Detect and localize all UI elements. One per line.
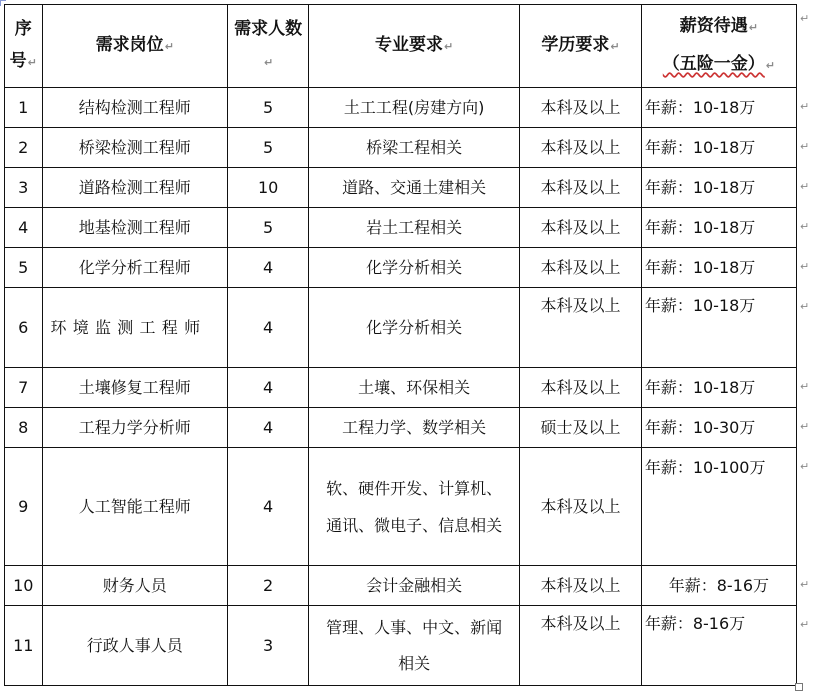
cell-seq: 5 [5, 248, 43, 288]
cell-education: 硕士及以上 [520, 408, 642, 448]
cell-count: 4 [228, 248, 309, 288]
cell-major: 土工工程(房建方向) [309, 88, 520, 128]
recruitment-table [4, 4, 797, 686]
cell-count: 5 [228, 208, 309, 248]
cell-seq: 10 [5, 566, 43, 606]
cell-salary: 年薪：8-16万 [641, 606, 796, 686]
cell-education: 本科及以上 [520, 88, 642, 128]
header-major: 专业要求↵ [309, 5, 520, 88]
cell-position: 环境监测工程师 [42, 288, 228, 368]
table-row [5, 168, 797, 208]
cell-seq: 4 [5, 208, 43, 248]
table-row [5, 248, 797, 288]
cell-education: 本科及以上 [520, 606, 642, 686]
table-resize-handle[interactable] [795, 683, 803, 691]
cell-salary: 年薪：10-100万 [641, 448, 796, 566]
cell-salary: 年薪：10-18万 [641, 88, 796, 128]
cell-education: 本科及以上 [520, 448, 642, 566]
header-row [5, 5, 797, 88]
cell-major: 化学分析相关 [309, 288, 520, 368]
cell-education: 本科及以上 [520, 368, 642, 408]
cell-count: 3 [228, 606, 309, 686]
cell-salary: 年薪：10-18万 [641, 128, 796, 168]
cell-seq: 3 [5, 168, 43, 208]
cell-seq: 1 [5, 88, 43, 128]
cell-count: 10 [228, 168, 309, 208]
cell-education: 本科及以上 [520, 208, 642, 248]
row-end-mark: ↵ [800, 578, 810, 591]
cell-salary: 年薪：10-18万 [641, 368, 796, 408]
cell-position: 地基检测工程师 [42, 208, 228, 248]
cell-major: 软、硬件开发、计算机、通讯、微电子、信息相关 [309, 448, 520, 566]
cell-major: 岩土工程相关 [309, 208, 520, 248]
cell-seq: 9 [5, 448, 43, 566]
cell-position: 道路检测工程师 [42, 168, 228, 208]
table-row [5, 368, 797, 408]
row-end-mark: ↵ [800, 180, 810, 193]
cell-major: 化学分析相关 [309, 248, 520, 288]
cell-seq: 11 [5, 606, 43, 686]
table-row [5, 88, 797, 128]
row-end-mark: ↵ [800, 260, 810, 273]
cell-position: 结构检测工程师 [42, 88, 228, 128]
cell-education: 本科及以上 [520, 128, 642, 168]
cell-count: 5 [228, 128, 309, 168]
cell-major: 管理、人事、中文、新闻相关 [309, 606, 520, 686]
row-end-mark: ↵ [800, 300, 810, 313]
table-row [5, 606, 797, 686]
cell-position: 工程力学分析师 [42, 408, 228, 448]
table-row [5, 566, 797, 606]
cell-position: 桥梁检测工程师 [42, 128, 228, 168]
table-row [5, 408, 797, 448]
cell-position: 财务人员 [42, 566, 228, 606]
header-salary: 薪资待遇↵ （五险一金）↵ [641, 5, 796, 88]
cell-major: 工程力学、数学相关 [309, 408, 520, 448]
cell-count: 4 [228, 368, 309, 408]
header-education: 学历要求↵ [520, 5, 642, 88]
table-row [5, 448, 797, 566]
cell-major: 会计金融相关 [309, 566, 520, 606]
cell-salary: 年薪：8-16万 [641, 566, 796, 606]
row-end-mark: ↵ [800, 12, 810, 25]
cell-education: 本科及以上 [520, 168, 642, 208]
cell-major: 土壤、环保相关 [309, 368, 520, 408]
header-count: 需求人数↵ [228, 5, 309, 88]
cell-position: 化学分析工程师 [42, 248, 228, 288]
cell-salary: 年薪：10-18万 [641, 248, 796, 288]
row-end-mark: ↵ [800, 380, 810, 393]
cell-major: 桥梁工程相关 [309, 128, 520, 168]
cell-major: 道路、交通土建相关 [309, 168, 520, 208]
header-position: 需求岗位↵ [42, 5, 228, 88]
row-end-mark: ↵ [800, 220, 810, 233]
cell-position: 行政人事人员 [42, 606, 228, 686]
cell-salary: 年薪：10-18万 [641, 208, 796, 248]
header-seq: 序号↵ [5, 5, 43, 88]
row-end-mark: ↵ [800, 140, 810, 153]
cell-seq: 2 [5, 128, 43, 168]
cell-seq: 6 [5, 288, 43, 368]
cell-education: 本科及以上 [520, 288, 642, 368]
row-end-mark: ↵ [800, 420, 810, 433]
row-end-mark: ↵ [800, 100, 810, 113]
cell-position: 人工智能工程师 [42, 448, 228, 566]
cell-salary: 年薪：10-30万 [641, 408, 796, 448]
cell-position: 土壤修复工程师 [42, 368, 228, 408]
cell-salary: 年薪：10-18万 [641, 288, 796, 368]
cell-count: 4 [228, 288, 309, 368]
cell-count: 2 [228, 566, 309, 606]
cell-education: 本科及以上 [520, 248, 642, 288]
cell-count: 5 [228, 88, 309, 128]
cell-education: 本科及以上 [520, 566, 642, 606]
cell-count: 4 [228, 448, 309, 566]
row-end-mark: ↵ [800, 460, 810, 473]
cell-seq: 8 [5, 408, 43, 448]
cell-count: 4 [228, 408, 309, 448]
cell-salary: 年薪：10-18万 [641, 168, 796, 208]
table-row [5, 128, 797, 168]
table-row [5, 288, 797, 368]
table-row [5, 208, 797, 248]
cell-seq: 7 [5, 368, 43, 408]
row-end-mark: ↵ [800, 618, 810, 631]
